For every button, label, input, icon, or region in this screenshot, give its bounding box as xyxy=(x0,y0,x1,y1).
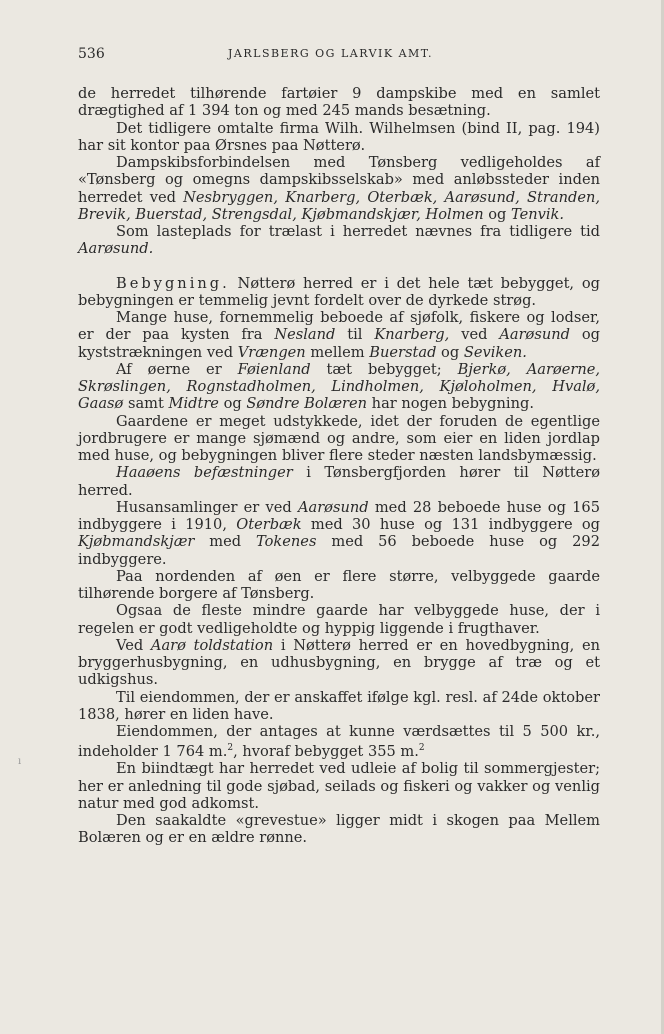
text-run: og kyststrækningen ved xyxy=(78,326,600,361)
text-run: Ved xyxy=(116,636,151,654)
italic-text: Føienland xyxy=(237,360,311,378)
italic-text: Nesland xyxy=(274,326,336,344)
italic-text: Nesbryggen, Knarberg, Oterbæk, Aarøsund, Stranden, Brevik, Buerstad, Strengsdal, Kjøbmandskjær, Holmen xyxy=(78,188,601,223)
paragraph xyxy=(78,812,600,847)
text-run: , hvoraf bebygget 355 m. xyxy=(233,743,419,761)
text-run: Bebygning. xyxy=(116,274,230,292)
paragraph xyxy=(78,413,600,465)
italic-text: Aarøsund xyxy=(499,326,570,344)
italic-text: Haaøens befæstninger xyxy=(116,464,293,482)
text-run: med 28 beboede huse og 165 indbyggere i 1910, xyxy=(78,498,601,533)
text-run: i Tønsbergfjorden hører til Nøtterø herred. xyxy=(78,464,600,499)
text-run: i Nøtterø herred er en hovedbygning, en bryggerhusbygning, en udhusbygning, en brygge af træ og et udkigshus. xyxy=(78,636,600,689)
italic-text: Buerstad xyxy=(369,343,437,361)
text-run: Husansamlinger er ved xyxy=(116,498,298,516)
italic-text: Tenvik. xyxy=(511,205,565,223)
italic-text: Knarberg, xyxy=(374,326,450,344)
superscript: 2 xyxy=(418,743,425,754)
paragraph xyxy=(78,568,600,603)
text-run: med 56 beboede huse og 292 indbyggere. xyxy=(78,533,600,568)
paragraph xyxy=(78,361,600,413)
text-run: Ogsaa de fleste mindre gaarde har velbyggede huse, der i regelen er godt vedligeholdte og hyppig liggende i frugthaver. xyxy=(78,602,600,637)
text-run: Som lasteplads for trælast i herredet nævnes fra tidligere tid xyxy=(116,223,600,240)
text-run: Det tidligere omtalte firma Wilh. Wilhelmsen (bind II, pag. 194) har sit kontor paa Ørsnes paa Nøtterø. xyxy=(78,119,600,154)
text-run: og xyxy=(218,395,247,413)
body-text xyxy=(78,85,600,847)
italic-text: Kjøbmandskjær xyxy=(78,533,195,551)
text-run: og xyxy=(436,343,464,361)
italic-text: Oterbæk xyxy=(236,516,302,533)
paragraph xyxy=(78,309,600,361)
text-run: Paa nordenden af øen er flere større, velbyggede gaarde tilhørende borgere af Tønsberg. xyxy=(78,567,600,602)
paragraph xyxy=(78,275,600,310)
margin-mark: ı xyxy=(18,756,22,767)
italic-text: Aarøsund. xyxy=(78,240,154,258)
paragraph xyxy=(78,85,600,120)
text-run: Mange huse, fornemmelig beboede af sjøfolk, fiskere og lodser, er der paa kysten fra xyxy=(78,309,600,344)
paragraph-gap xyxy=(78,258,600,275)
paragraph xyxy=(78,499,600,568)
text-run: samt xyxy=(123,395,169,413)
text-run: med xyxy=(194,533,257,551)
text-run: de herredet tilhørende fartøier 9 dampskibe med en samlet drægtighed af 1 394 ton og med 245 mands besætning. xyxy=(78,85,600,120)
text-run: tæt bebygget; xyxy=(310,360,458,378)
italic-text: Vrængen xyxy=(237,343,306,361)
italic-text: Aarø toldstation xyxy=(150,636,274,654)
superscript: 2 xyxy=(227,743,234,754)
paragraph xyxy=(78,120,600,155)
text-run: mellem xyxy=(305,343,370,361)
paragraph xyxy=(78,223,600,258)
italic-text: Midtre xyxy=(168,395,219,413)
paragraph xyxy=(78,689,600,724)
italic-text: Aarøsund xyxy=(297,498,369,516)
page-number: 536 xyxy=(78,46,105,62)
text-run: med 30 huse og 131 indbyggere og xyxy=(301,516,600,533)
text-run: En biindtægt har herredet ved udleie af bolig til sommergjester; her er anledning til gode sjøbad, seilads og fiskeri og vakker og venlig natur med god adkomst. xyxy=(78,760,600,812)
paragraph xyxy=(78,637,600,689)
text-run: og xyxy=(483,205,511,223)
text-run: Nøtterø herred er i det hele tæt bebygget, og bebygningen er temmelig jevnt fordelt over de dyrkede strøg. xyxy=(78,274,600,309)
text-run: til xyxy=(335,326,375,344)
paragraph xyxy=(78,464,600,499)
italic-text: Tokenes xyxy=(256,533,317,551)
text-run: ved xyxy=(449,326,500,344)
paragraph xyxy=(78,760,600,812)
text-run: Dampskibsforbindelsen med Tønsberg vedligeholdes af «Tønsberg og omegns dampskibsselskab» med anløbssteder inden herredet ved xyxy=(78,154,600,206)
text-run: Til eiendommen, der er anskaffet ifølge kgl. resl. af 24de oktober 1838, hører en liden have. xyxy=(78,688,600,723)
running-head: JARLSBERG OG LARVIK AMT. xyxy=(228,47,434,60)
paragraph xyxy=(78,602,600,637)
paragraph xyxy=(78,723,600,760)
italic-text: Seviken. xyxy=(463,343,527,361)
text-run: Eiendommen, der antages at kunne værdsættes til 5 500 kr., indeholder 1 764 m. xyxy=(78,723,600,761)
text-run: Gaardene er meget udstykkede, idet der foruden de egentlige jordbrugere er mange sjømænd og andre, som eier en liden jordlap med huse, og bebygningen bliver flere steder næsten landsbymæssig. xyxy=(78,412,600,464)
paragraph xyxy=(78,154,600,223)
italic-text: Bjerkø, Aarøerne, Skrøslingen, Rognstadholmen, Lindholmen, Kjøloholmen, Hvalø, Gaasø xyxy=(78,360,600,413)
italic-text: Søndre Bolæren xyxy=(246,395,368,413)
text-run: har nogen bebygning. xyxy=(367,395,534,413)
text-run: Af øerne er xyxy=(116,360,238,378)
text-run: Den saakaldte «grevestue» ligger midt i skogen paa Mellem Bolæren og er en ældre rønne. xyxy=(78,812,600,847)
